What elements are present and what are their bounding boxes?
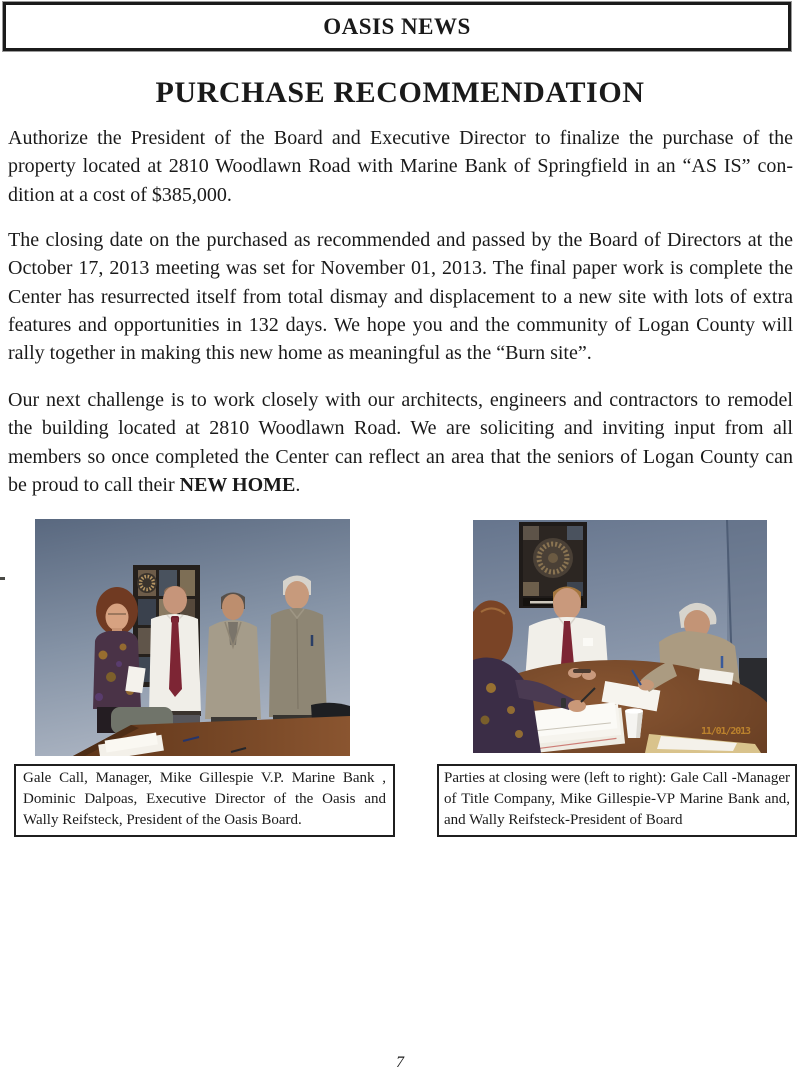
paragraph-authorization: Authorize the President of the Board and Executive Director to finalize the purchase of the property located at 2810 Woodlawn Road with Marine Bank of Springfield in an “AS IS” condition at a cost of $385,000. [8, 127, 793, 206]
paragraph-next-challenge-text: Our next challenge is to work closely with our architects, engineers and contractors to remodel the building located at 2810 Woodlawn Road. We are soliciting and inviting input from all members so once completed the Center can reflect an area that the seniors of Logan County can be proud to call their [8, 389, 793, 496]
left-photo-caption: Gale Call, Manager, Mike Gillespie V.P. Marine Bank , Dominic Dalpoas, Executive Director of the Oasis and Wally Reifsteck, President of the Oasis Board. [14, 764, 395, 837]
left-photo [35, 519, 350, 756]
photo-timestamp: 11/01/2013 [701, 726, 751, 737]
header-box [3, 2, 791, 51]
right-photo [473, 520, 767, 753]
paragraph-next-challenge [8, 386, 793, 499]
left-photo-image [35, 519, 350, 756]
paragraph-closing-date: The closing date on the purchased as recommended and passed by the Board of Directors at the October 17, 2013 meeting was set for November 01, 2013. The final paper work is complete the Center has resurrected itself from total dismay and displacement to a new site with lots of extra features and opportunities in 132 days. We hope you and the community of Logan County will rally together in making this new home as meaningful as the “Burn site”. [8, 229, 793, 365]
new-home-emphasis: NEW HOME [179, 473, 296, 496]
paragraph-next-challenge-period: . [295, 473, 301, 496]
stray-scan-mark [0, 577, 5, 580]
right-photo-caption: Parties at closing were (left to right): Gale Call -Manager of Title Company, Mike Gillespie-VP Marine Bank and, and Wally Reifsteck-President of Board [437, 764, 797, 837]
newsletter-title: OASIS NEWS [323, 13, 471, 39]
article-title: PURCHASE RECOMMENDATION [155, 76, 645, 109]
right-photo-image [473, 520, 767, 753]
styrofoam-cup [625, 708, 643, 738]
page-number: 7 [396, 1054, 404, 1071]
